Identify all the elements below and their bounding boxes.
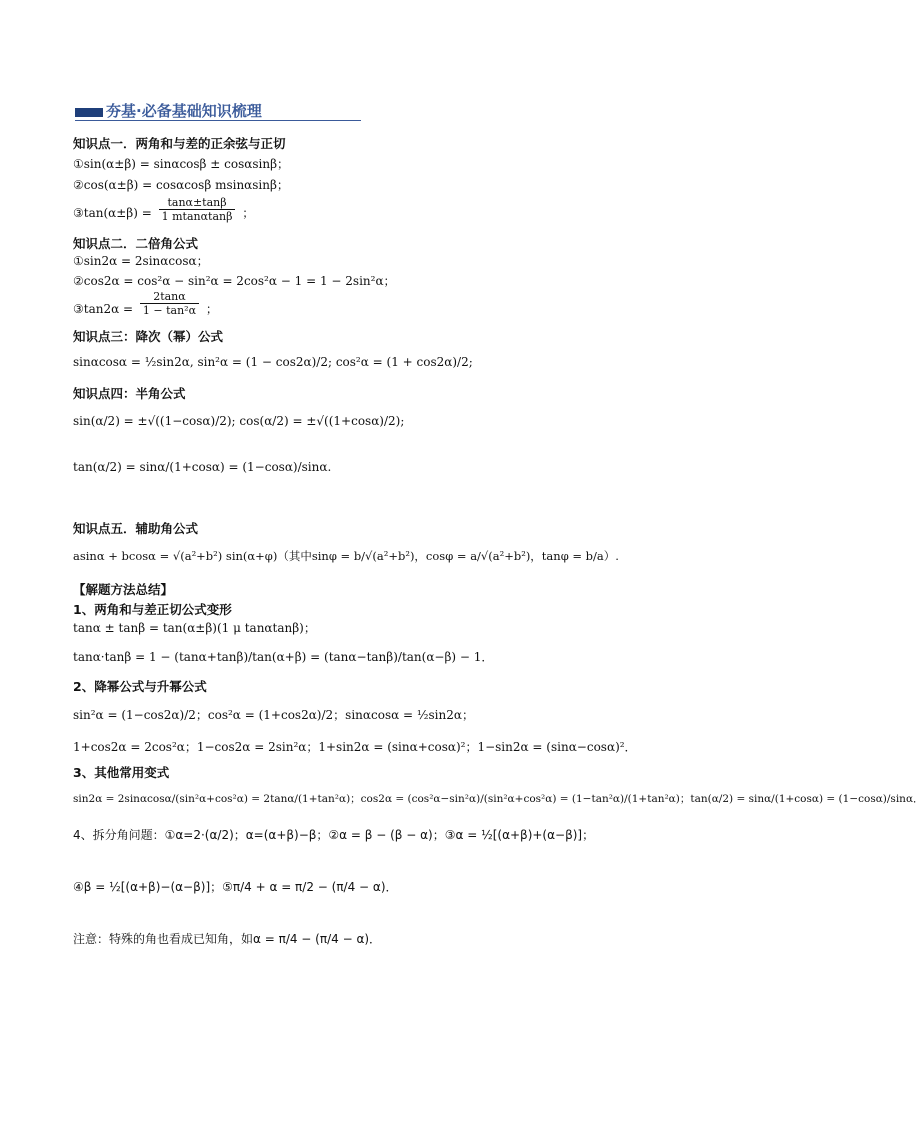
methods-s2-title: 2、降幂公式与升幂公式 bbox=[73, 679, 207, 694]
kp1-tan-denominator: 1 mtanαtanβ bbox=[161, 210, 233, 223]
kp2-formula-cos: ②cos2α = cos²α − sin²α = 2cos²α − 1 = 1 − 2sin²α； bbox=[73, 274, 396, 288]
methods-heading: 【解题方法总结】 bbox=[73, 582, 174, 597]
methods-s2-formula-1: sin²α = (1−cos2α)/2；cos²α = (1+cos2α)/2；sinαcosα = ½sin2α； bbox=[73, 708, 474, 722]
kp2-tan-denominator: 1 − tan²α bbox=[142, 304, 197, 317]
kp2-formula-tan bbox=[73, 290, 218, 317]
kp1-formula-sin: ①sin(α±β) = sinαcosβ ± cosαsinβ； bbox=[73, 157, 290, 171]
kp5-formula: asinα + bcosα = √(a²+b²) sin(α+φ)（其中sinφ = b/√(a²+b²)，cosφ = a/√(a²+b²)，tanφ = b/a）. bbox=[73, 549, 619, 563]
kp2-tan-suffix: ； bbox=[205, 302, 218, 316]
kp2-tan-numerator: 2tanα bbox=[140, 290, 199, 304]
kp2-tan-fraction bbox=[140, 290, 199, 317]
note-text: 注意：特殊的角也看成已知角，如α = π/4 − (π/4 − α)． bbox=[73, 932, 382, 946]
kp4-formula-sin-cos: sin(α/2) = ±√((1−cosα)/2); cos(α/2) = ±√((1+cosα)/2); bbox=[73, 414, 405, 428]
kp5-heading: 知识点五．辅助角公式 bbox=[73, 521, 199, 536]
kp3-heading: 知识点三：降次（幂）公式 bbox=[73, 329, 224, 344]
methods-s3-title: 3、其他常用变式 bbox=[73, 765, 170, 780]
kp4-heading: 知识点四：半角公式 bbox=[73, 386, 186, 401]
methods-s4-line-1: 4、拆分角问题：①α=2·(α/2)；α=(α+β)−β；②α = β − (β − α)；③α = ½[(α+β)+(α−β)]； bbox=[73, 828, 595, 842]
kp3-formula: sinαcosα = ½sin2α, sin²α = (1 − cos2α)/2; cos²α = (1 + cos2α)/2; bbox=[73, 355, 473, 369]
kp1-tan-fraction bbox=[159, 196, 236, 223]
kp1-heading: 知识点一．两角和与差的正余弦与正切 bbox=[73, 136, 286, 151]
methods-s1-formula-1: tanα ± tanβ = tan(α±β)(1 μ tanαtanβ)； bbox=[73, 621, 316, 635]
methods-s2-formula-2: 1+cos2α = 2cos²α；1−cos2α = 2sin²α；1+sin2α = (sinα+cosα)²；1−sin2α = (sinα−cosα)²． bbox=[73, 740, 637, 754]
methods-s1-title: 1、两角和与差正切公式变形 bbox=[73, 602, 232, 617]
methods-s3-formula: sin2α = 2sinαcosα/(sin²α+cos²α) = 2tanα/(1+tan²α)；cos2α = (cos²α−sin²α)/(sin²α+cos²α) = (1−tan²α)/(1+tan²α)；tan(α/2) = sinα/(1+cosα) = (1−cosα)/sinα． bbox=[73, 793, 924, 805]
kp2-heading: 知识点二．二倍角公式 bbox=[73, 236, 199, 251]
header-underline bbox=[75, 120, 361, 121]
methods-s4-line-2: ④β = ½[(α+β)−(α−β)]；⑤π/4 + α = π/2 − (π/4 − α)． bbox=[73, 880, 398, 894]
kp2-tan-prefix: ③tan2α = bbox=[73, 302, 134, 316]
kp1-tan-numerator: tanα±tanβ bbox=[159, 196, 236, 210]
page-title: 夯基·必备基础知识梳理 bbox=[106, 102, 262, 120]
kp4-formula-tan: tan(α/2) = sinα/(1+cosα) = (1−cosα)/sinα. bbox=[73, 460, 332, 474]
header-accent-bar bbox=[75, 108, 103, 117]
kp2-formula-sin: ①sin2α = 2sinαcosα； bbox=[73, 254, 209, 268]
kp1-formula-cos: ②cos(α±β) = cosαcosβ msinαsinβ； bbox=[73, 178, 289, 192]
kp1-tan-suffix: ； bbox=[242, 206, 255, 220]
kp1-formula-tan bbox=[73, 196, 254, 223]
methods-s1-formula-2: tanα·tanβ = 1 − (tanα+tanβ)/tan(α+β) = (tanα−tanβ)/tan(α−β) − 1． bbox=[73, 650, 494, 664]
kp1-tan-prefix: ③tan(α±β) = bbox=[73, 206, 152, 220]
